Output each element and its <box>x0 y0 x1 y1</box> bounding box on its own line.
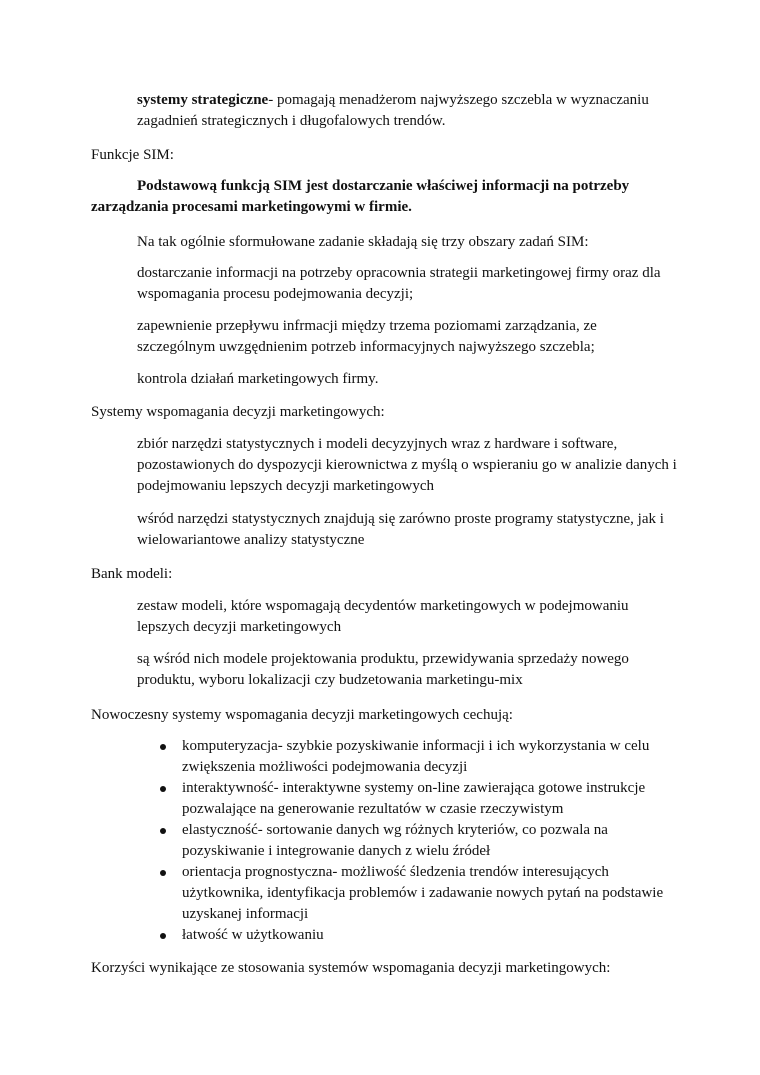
list-item <box>0 925 682 946</box>
bank-item-1: zestaw modeli, które wspomagają decydentów marketingowych w podejmowaniu lepszych decyzji marketingowych <box>137 598 629 635</box>
swdm-item-2: wśród narzędzi statystycznych znajdują się zarówno proste programy statystyczne, jak i wielowariantowe analizy statystyczne <box>137 511 664 548</box>
strategic-systems-definition: - pomagają menadżerom najwyższego szczebla w wyznaczaniu zagadnień strategicznych i długofalowych trendów. <box>137 92 649 129</box>
benefits-heading: Korzyści wynikające ze stosowania systemów wspomagania decyzji marketingowych: <box>91 960 611 976</box>
bullet-icon <box>160 786 166 792</box>
bullet-icon <box>160 870 166 876</box>
swdm-heading: Systemy wspomagania decyzji marketingowych: <box>91 404 385 420</box>
area-item-2: zapewnienie przepływu infrmacji między trzema poziomami zarządzania, ze szczególnym uwzgędnienim potrzeb informacyjnych najwyższego szczebla; <box>137 318 597 355</box>
main-function-text: Podstawową funkcją SIM jest dostarczanie właściwej informacji na potrzeby zarządzania procesami marketingowymi w firmie. <box>91 178 630 215</box>
modern-systems-heading: Nowoczesny systemy wspomagania decyzji marketingowych cechują: <box>91 707 513 723</box>
bank-modeli-heading: Bank modeli: <box>91 566 173 582</box>
swdm-item-1: zbiór narzędzi statystycznych i modeli decyzyjnych wraz z hardware i software, pozostawionych do dyspozycji kierownictwa z myślą o wspieraniu go w analizie danych i podejmowaniu lepszych decyzji marketingowych <box>137 436 677 494</box>
strategic-systems-term: systemy strategiczne <box>137 92 269 108</box>
feature-text: komputeryzacja- szybkie pozyskiwanie informacji i ich wykorzystania w celu zwiększenia możliwości podejmowania decyzji <box>182 738 650 775</box>
areas-intro-paragraph: Na tak ogólnie sformułowane zadanie składają się trzy obszary zadań SIM: <box>137 234 589 250</box>
bank-item-2: są wśród nich modele projektowania produktu, przewidywania sprzedaży nowego produktu, wyboru lokalizacji czy budzetowania marketingu-mix <box>137 651 629 688</box>
bullet-icon <box>160 933 166 939</box>
feature-text: elastyczność- sortowanie danych wg różnych kryteriów, co pozwala na pozyskiwanie i integrowanie danych z wielu źródeł <box>182 822 608 859</box>
main-function-paragraph <box>91 176 651 218</box>
area-item-3: kontrola działań marketingowych firmy. <box>137 371 379 387</box>
area-item-1: dostarczanie informacji na potrzeby opracownia strategii marketingowej firmy oraz dla wspomagania procesu podejmowania decyzji; <box>137 265 661 302</box>
bullet-icon <box>160 828 166 834</box>
funkcje-sim-heading: Funkcje SIM: <box>91 147 174 163</box>
feature-text: orientacja prognostyczna- możliwość śledzenia trendów interesujących użytkownika, identyfikacja problemów i zadawanie nowych pytań na podstawie uzyskanej informacji <box>182 864 664 922</box>
list-item <box>0 820 682 862</box>
strategic-systems-paragraph <box>137 90 677 132</box>
feature-text: interaktywność- interaktywne systemy on-line zawierająca gotowe instrukcje pozwalające na generowanie rezultatów w czasie rzeczywistym <box>182 780 646 817</box>
features-list <box>0 736 760 946</box>
bullet-icon <box>160 744 166 750</box>
list-item <box>0 862 682 925</box>
list-item <box>0 778 682 820</box>
list-item <box>0 736 682 778</box>
feature-text: łatwość w użytkowaniu <box>182 927 324 943</box>
